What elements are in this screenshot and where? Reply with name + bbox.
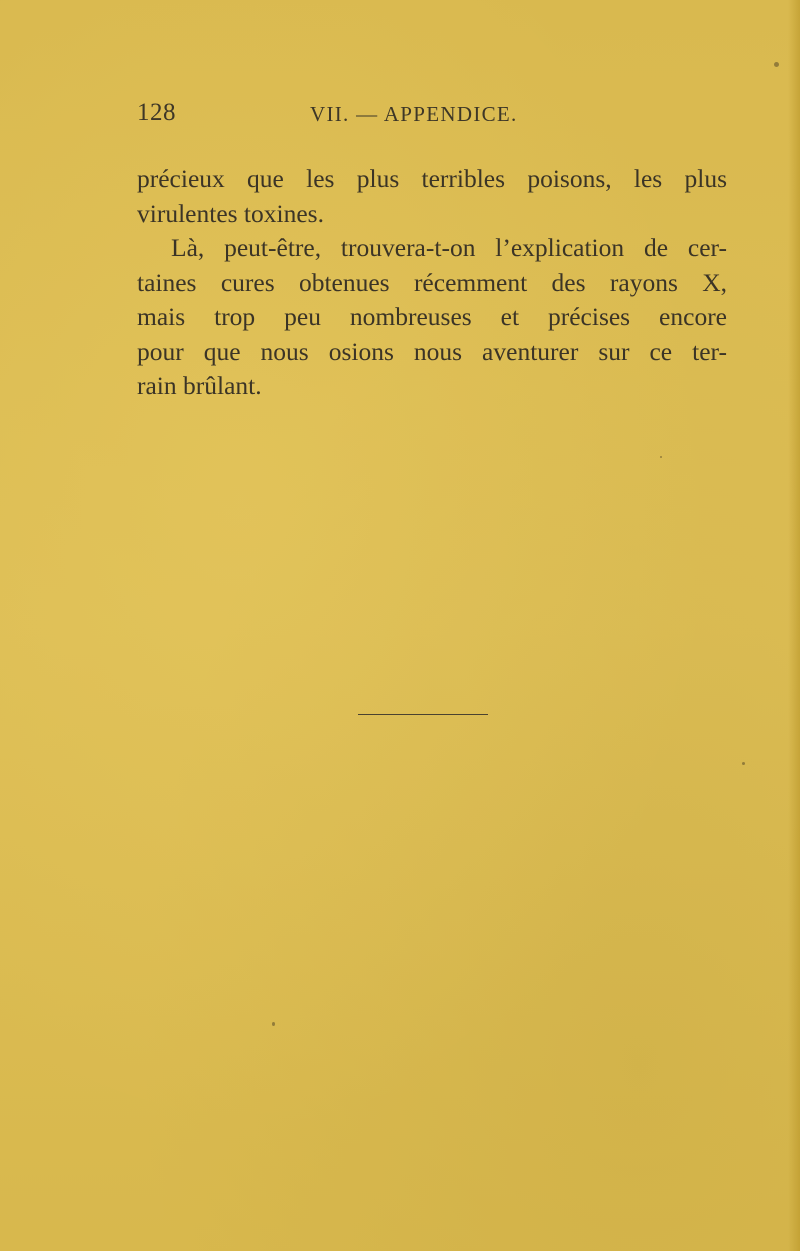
paper-speck bbox=[660, 456, 662, 458]
page-number: 128 bbox=[137, 99, 176, 126]
body-text bbox=[137, 162, 727, 404]
page-header bbox=[137, 99, 737, 135]
page-edge-shadow bbox=[788, 0, 800, 1251]
paper-speck bbox=[272, 1022, 275, 1026]
paper-speck bbox=[742, 762, 745, 765]
text-line: mais trop peu nombreuses et précises encore bbox=[137, 302, 727, 331]
text-line: taines cures obtenues récemment des rayons X, bbox=[137, 267, 727, 297]
running-head: VII. — APPENDICE. bbox=[310, 102, 518, 126]
paper-speck bbox=[774, 62, 779, 67]
text-line: virulentes toxines. bbox=[137, 198, 324, 228]
text-line: précieux que les plus terribles poisons, les plus bbox=[137, 164, 727, 193]
text-line: Là, peut-être, trouvera-t-on l’explication de cer- bbox=[171, 233, 727, 262]
text-line: rain brûlant. bbox=[137, 371, 262, 400]
section-end-rule bbox=[358, 714, 488, 715]
text-line: pour que nous osions nous aventurer sur ce ter- bbox=[137, 336, 727, 366]
